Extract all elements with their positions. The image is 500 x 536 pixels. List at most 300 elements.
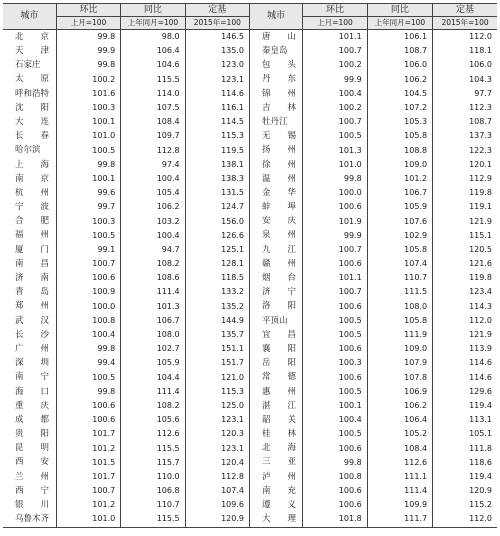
base-value: 120.4	[185, 456, 249, 470]
right-yoy-value: 111.4	[367, 484, 432, 498]
mom-subheader-right: 上月=100	[303, 17, 367, 30]
right-yoy-value: 106.2	[367, 399, 432, 413]
city-name: 哈尔滨	[3, 144, 56, 158]
city-name: 合 肥	[3, 214, 56, 228]
city-name: 西 宁	[3, 484, 56, 498]
right-yoy-value: 108.4	[367, 441, 432, 455]
right-base-value: 121.9	[469, 216, 492, 226]
yoy-value: 105.9	[121, 356, 185, 370]
city-name: 郑 州	[3, 300, 56, 314]
mom-value: 100.1	[56, 115, 120, 129]
right-base-value: 115.1	[469, 230, 492, 240]
right-yoy-value: 111.7	[367, 512, 432, 527]
mom-value: 100.4	[56, 328, 120, 342]
mom-value: 101.7	[56, 470, 120, 484]
mom-value: 100.5	[56, 371, 120, 385]
yoy-value: 103.2	[121, 214, 185, 228]
right-base-value: 114.3	[469, 301, 492, 311]
yoy-value: 110.7	[121, 498, 185, 512]
right-city-name: 吉 林	[249, 101, 302, 115]
city-name: 成 都	[3, 413, 56, 427]
yoy-value: 111.4	[121, 385, 185, 399]
right-mom-value: 100.5	[303, 427, 367, 441]
right-city-name: 泸 州	[249, 470, 302, 484]
right-city-name: 北 海	[249, 441, 302, 455]
city-name: 天 津	[3, 44, 56, 58]
city-name: 贵 阳	[3, 427, 56, 441]
right-mom-value: 100.7	[303, 44, 367, 58]
right-yoy-value: 109.0	[367, 158, 432, 172]
right-yoy-value: 106.2	[367, 73, 432, 87]
table-row	[3, 441, 497, 455]
right-mom-value: 100.4	[303, 413, 367, 427]
mom-column-header-right: 环比	[303, 4, 367, 17]
mom-value: 100.6	[56, 271, 120, 285]
base-value: 126.6	[185, 229, 249, 243]
base-value: 123.0	[185, 58, 249, 72]
table-row	[3, 271, 497, 285]
right-base-value: 120.5	[469, 244, 492, 254]
base-value: 114.6	[185, 87, 249, 101]
mom-value: 101.6	[56, 87, 120, 101]
right-mom-value: 100.7	[303, 115, 367, 129]
table-row	[3, 87, 497, 101]
city-name: 呼和浩特	[3, 87, 56, 101]
right-mom-value: 99.8	[303, 456, 367, 470]
right-base-value: 112.0	[469, 32, 492, 42]
table-row	[3, 356, 497, 370]
right-yoy-value: 105.8	[367, 243, 432, 257]
mom-value: 100.3	[56, 214, 120, 228]
price-index-table-container	[3, 3, 497, 528]
right-city-name: 蚌 埠	[249, 200, 302, 214]
yoy-value: 105.6	[121, 413, 185, 427]
city-name: 北 京	[3, 30, 56, 45]
base-value: 146.5	[185, 30, 249, 45]
right-city-name: 韶 关	[249, 413, 302, 427]
mom-value: 101.5	[56, 456, 120, 470]
city-name: 昆 明	[3, 441, 56, 455]
table-row	[3, 214, 497, 228]
right-base-value: 105.1	[469, 429, 492, 439]
right-city-name: 遵 义	[249, 498, 302, 512]
right-yoy-value: 105.2	[367, 427, 432, 441]
right-yoy-value: 105.3	[367, 115, 432, 129]
right-mom-value: 100.2	[303, 58, 367, 72]
right-base-value: 115.2	[469, 500, 492, 510]
right-city-name: 桂 林	[249, 427, 302, 441]
right-yoy-value: 108.8	[367, 144, 432, 158]
table-row	[3, 498, 497, 512]
right-city-name: 金 华	[249, 186, 302, 200]
right-base-value: 129.6	[469, 386, 492, 396]
right-mom-value: 99.9	[303, 229, 367, 243]
mom-subheader: 上月=100	[56, 17, 120, 30]
city-name: 南 宁	[3, 371, 56, 385]
yoy-value: 104.6	[121, 58, 185, 72]
right-city-name: 徐 州	[249, 158, 302, 172]
right-yoy-value: 107.8	[367, 371, 432, 385]
base-value: 133.2	[185, 285, 249, 299]
yoy-value: 109.7	[121, 129, 185, 143]
right-mom-value: 100.5	[303, 328, 367, 342]
right-base-value: 114.6	[469, 372, 492, 382]
right-base-value: 137.3	[469, 131, 492, 141]
right-yoy-value: 112.6	[367, 456, 432, 470]
right-city-name: 温 州	[249, 172, 302, 186]
right-yoy-value: 111.9	[367, 328, 432, 342]
right-base-value: 118.6	[469, 457, 492, 467]
yoy-value: 110.0	[121, 470, 185, 484]
yoy-subheader-right: 上年同月=100	[367, 17, 432, 30]
right-base-value: 121.6	[469, 259, 492, 269]
mom-value: 99.6	[56, 186, 120, 200]
table-row	[3, 129, 497, 143]
table-row	[3, 427, 497, 441]
right-base-value: 119.8	[469, 188, 492, 198]
right-yoy-value: 104.5	[367, 87, 432, 101]
table-row	[3, 300, 497, 314]
right-mom-value: 101.1	[303, 30, 367, 45]
mom-value: 101.0	[56, 512, 120, 527]
right-mom-value: 101.3	[303, 144, 367, 158]
yoy-value: 108.6	[121, 271, 185, 285]
base-value: 121.0	[185, 371, 249, 385]
base-subheader-right: 2015年=100	[433, 17, 497, 30]
right-yoy-value: 107.9	[367, 356, 432, 370]
right-mom-value: 100.4	[303, 87, 367, 101]
right-city-name: 济 宁	[249, 285, 302, 299]
table-row	[3, 186, 497, 200]
right-yoy-value: 111.5	[367, 285, 432, 299]
right-yoy-value: 111.1	[367, 470, 432, 484]
right-yoy-value: 108.7	[367, 44, 432, 58]
right-mom-value: 100.6	[303, 342, 367, 356]
city-name: 沈 阳	[3, 101, 56, 115]
right-mom-value: 101.0	[303, 158, 367, 172]
yoy-value: 106.4	[121, 44, 185, 58]
right-yoy-value: 105.8	[367, 314, 432, 328]
mom-value: 99.8	[56, 58, 120, 72]
right-mom-value: 99.9	[303, 73, 367, 87]
right-mom-value: 100.7	[303, 243, 367, 257]
yoy-value: 112.6	[121, 427, 185, 441]
right-city-name: 泉 州	[249, 229, 302, 243]
yoy-subheader: 上年同月=100	[121, 17, 185, 30]
right-mom-value: 100.6	[303, 300, 367, 314]
city-name: 深 圳	[3, 356, 56, 370]
yoy-value: 98.0	[121, 30, 185, 45]
base-value: 114.5	[185, 115, 249, 129]
yoy-value: 100.4	[121, 229, 185, 243]
base-value: 151.7	[185, 356, 249, 370]
base-value: 109.6	[185, 498, 249, 512]
right-yoy-value: 106.1	[367, 30, 432, 45]
base-value: 120.9	[185, 512, 249, 527]
right-mom-value: 100.1	[303, 399, 367, 413]
right-yoy-value: 106.7	[367, 186, 432, 200]
table-row	[3, 328, 497, 342]
yoy-value: 100.4	[121, 172, 185, 186]
right-base-value: 113.1	[469, 415, 492, 425]
table-row	[3, 257, 497, 271]
mom-value: 100.6	[56, 399, 120, 413]
right-city-name: 包 头	[249, 58, 302, 72]
mom-value: 100.5	[56, 144, 120, 158]
yoy-value: 114.0	[121, 87, 185, 101]
table-row	[3, 413, 497, 427]
city-column-header: 城市	[3, 4, 56, 30]
right-city-name: 扬 州	[249, 144, 302, 158]
yoy-value: 106.7	[121, 314, 185, 328]
city-name: 济 南	[3, 271, 56, 285]
right-yoy-value: 106.9	[367, 385, 432, 399]
table-row	[3, 385, 497, 399]
mom-value: 101.0	[56, 129, 120, 143]
city-name: 杭 州	[3, 186, 56, 200]
yoy-value: 97.4	[121, 158, 185, 172]
yoy-value: 108.4	[121, 115, 185, 129]
table-row	[3, 101, 497, 115]
city-name: 太 原	[3, 73, 56, 87]
table-row	[3, 73, 497, 87]
right-mom-value: 100.2	[303, 101, 367, 115]
table-header	[3, 4, 497, 30]
right-city-name: 安 庆	[249, 214, 302, 228]
city-name: 大 连	[3, 115, 56, 129]
yoy-value: 115.5	[121, 73, 185, 87]
right-yoy-value: 102.9	[367, 229, 432, 243]
yoy-value: 108.0	[121, 328, 185, 342]
right-mom-value: 99.8	[303, 172, 367, 186]
right-city-name: 赣 州	[249, 257, 302, 271]
yoy-column-header: 同比	[121, 4, 185, 17]
city-name: 上 海	[3, 158, 56, 172]
yoy-value: 104.4	[121, 371, 185, 385]
base-value: 125.0	[185, 399, 249, 413]
mom-value: 101.2	[56, 498, 120, 512]
base-value: 151.1	[185, 342, 249, 356]
right-base-value: 119.4	[469, 471, 492, 481]
right-city-name: 宜 昌	[249, 328, 302, 342]
right-base-value: 106.0	[469, 60, 492, 70]
mom-value: 100.1	[56, 172, 120, 186]
city-name: 银 川	[3, 498, 56, 512]
right-yoy-value: 107.6	[367, 214, 432, 228]
right-mom-value: 101.8	[303, 512, 367, 527]
right-city-name: 牡丹江	[249, 115, 302, 129]
right-yoy-value: 107.2	[367, 101, 432, 115]
right-mom-value: 100.6	[303, 200, 367, 214]
base-column-header: 定基	[185, 4, 249, 17]
yoy-value: 102.7	[121, 342, 185, 356]
base-value: 138.3	[185, 172, 249, 186]
right-city-name: 常 德	[249, 371, 302, 385]
base-value: 120.3	[185, 427, 249, 441]
yoy-value: 105.4	[121, 186, 185, 200]
right-base-value: 120.1	[469, 159, 492, 169]
yoy-value: 111.4	[121, 285, 185, 299]
right-yoy-value: 109.0	[367, 342, 432, 356]
city-name: 青 岛	[3, 285, 56, 299]
city-name: 西 安	[3, 456, 56, 470]
base-value: 116.1	[185, 101, 249, 115]
right-city-name: 丹 东	[249, 73, 302, 87]
city-name: 石家庄	[3, 58, 56, 72]
yoy-value: 115.7	[121, 456, 185, 470]
table-body	[3, 30, 497, 528]
right-base-value: 119.1	[469, 202, 492, 212]
base-value: 144.9	[185, 314, 249, 328]
mom-value: 100.5	[56, 229, 120, 243]
table-row	[3, 456, 497, 470]
right-base-value: 122.3	[469, 145, 492, 155]
base-value: 131.5	[185, 186, 249, 200]
mom-value: 99.4	[56, 356, 120, 370]
right-mom-value: 100.6	[303, 441, 367, 455]
right-yoy-value: 105.8	[367, 129, 432, 143]
price-index-table	[3, 3, 497, 528]
mom-value: 101.7	[56, 427, 120, 441]
mom-value: 100.2	[56, 73, 120, 87]
yoy-value: 108.2	[121, 399, 185, 413]
base-column-header-right: 定基	[433, 4, 497, 17]
mom-value: 100.9	[56, 285, 120, 299]
yoy-value: 112.8	[121, 144, 185, 158]
right-city-name: 三 亚	[249, 456, 302, 470]
right-mom-value: 100.5	[303, 314, 367, 328]
yoy-value: 108.2	[121, 257, 185, 271]
base-value: 135.0	[185, 44, 249, 58]
yoy-value: 106.2	[121, 200, 185, 214]
table-row	[3, 229, 497, 243]
right-base-value: 104.3	[469, 74, 492, 84]
right-city-name: 大 理	[249, 512, 302, 527]
right-base-value: 123.4	[469, 287, 492, 297]
right-city-name: 烟 台	[249, 271, 302, 285]
right-mom-value: 100.5	[303, 129, 367, 143]
mom-value: 100.6	[56, 413, 120, 427]
base-value: 119.5	[185, 144, 249, 158]
table-row	[3, 342, 497, 356]
table-row	[3, 371, 497, 385]
right-base-value: 119.4	[469, 400, 492, 410]
right-yoy-value: 110.7	[367, 271, 432, 285]
right-mom-value: 101.9	[303, 214, 367, 228]
mom-value: 100.0	[56, 300, 120, 314]
base-value: 118.5	[185, 271, 249, 285]
right-mom-value: 100.6	[303, 257, 367, 271]
right-city-name: 锦 州	[249, 87, 302, 101]
base-value: 115.3	[185, 385, 249, 399]
right-city-name: 九 江	[249, 243, 302, 257]
base-value: 112.8	[185, 470, 249, 484]
city-name: 乌鲁木齐	[3, 512, 56, 527]
table-row	[3, 314, 497, 328]
city-name: 福 州	[3, 229, 56, 243]
right-base-value: 112.0	[469, 315, 492, 325]
mom-value: 99.8	[56, 385, 120, 399]
base-value: 125.1	[185, 243, 249, 257]
city-name: 武 汉	[3, 314, 56, 328]
base-value: 128.1	[185, 257, 249, 271]
right-mom-value: 100.5	[303, 385, 367, 399]
table-row	[3, 243, 497, 257]
right-yoy-value: 107.4	[367, 257, 432, 271]
base-value: 123.1	[185, 441, 249, 455]
table-row	[3, 158, 497, 172]
right-city-name: 平顶山	[249, 314, 302, 328]
right-base-value: 120.9	[469, 486, 492, 496]
mom-value: 100.7	[56, 484, 120, 498]
right-mom-value: 101.1	[303, 271, 367, 285]
right-mom-value: 100.6	[303, 498, 367, 512]
yoy-value: 106.8	[121, 484, 185, 498]
base-value: 156.0	[185, 214, 249, 228]
right-base-value: 108.7	[469, 117, 492, 127]
base-value: 135.2	[185, 300, 249, 314]
table-row	[3, 30, 497, 45]
mom-value: 101.2	[56, 441, 120, 455]
right-yoy-value: 101.2	[367, 172, 432, 186]
right-base-value: 112.9	[469, 173, 492, 183]
base-value: 123.1	[185, 73, 249, 87]
right-base-value: 112.3	[469, 103, 492, 113]
right-city-name: 唐 山	[249, 30, 302, 45]
table-row	[3, 44, 497, 58]
mom-value: 100.7	[56, 257, 120, 271]
table-row	[3, 512, 497, 527]
base-value: 107.4	[185, 484, 249, 498]
base-value: 115.3	[185, 129, 249, 143]
city-name: 兰 州	[3, 470, 56, 484]
right-base-value: 118.1	[469, 46, 492, 56]
city-name: 广 州	[3, 342, 56, 356]
right-city-name: 惠 州	[249, 385, 302, 399]
right-mom-value: 100.8	[303, 470, 367, 484]
mom-column-header: 环比	[56, 4, 120, 17]
right-city-name: 秦皇岛	[249, 44, 302, 58]
right-base-value: 111.8	[469, 443, 492, 453]
mom-value: 99.9	[56, 44, 120, 58]
table-row	[3, 470, 497, 484]
right-yoy-value: 106.0	[367, 58, 432, 72]
yoy-value: 94.7	[121, 243, 185, 257]
right-city-name: 襄 阳	[249, 342, 302, 356]
table-row	[3, 144, 497, 158]
right-mom-value: 100.7	[303, 285, 367, 299]
mom-value: 99.8	[56, 342, 120, 356]
right-mom-value: 100.6	[303, 371, 367, 385]
yoy-column-header-right: 同比	[367, 4, 432, 17]
right-mom-value: 100.3	[303, 356, 367, 370]
right-base-value: 112.0	[433, 512, 497, 527]
table-row	[3, 399, 497, 413]
city-name: 海 口	[3, 385, 56, 399]
base-value: 138.1	[185, 158, 249, 172]
city-name: 长 沙	[3, 328, 56, 342]
right-base-value: 114.6	[469, 358, 492, 368]
base-value: 123.1	[185, 413, 249, 427]
table-row	[3, 115, 497, 129]
city-name: 重 庆	[3, 399, 56, 413]
base-value: 135.7	[185, 328, 249, 342]
city-name: 宁 波	[3, 200, 56, 214]
mom-value: 99.1	[56, 243, 120, 257]
right-base-value: 113.9	[469, 344, 492, 354]
city-name: 南 京	[3, 172, 56, 186]
right-base-value: 119.8	[469, 273, 492, 283]
